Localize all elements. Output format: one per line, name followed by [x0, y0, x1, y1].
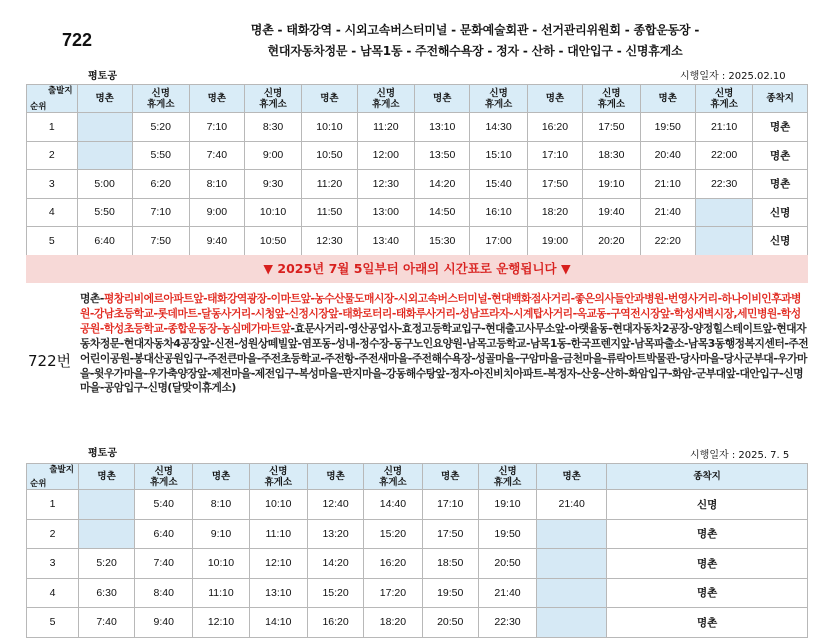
route-desc-highlight: 평창리비에르아파트앞-태화강역광장-이마트앞-농수산물도매시장-시외고속버스터미널-현대백화점사거리-좋은의사들안과병원-번영사거리-하나이비인후과병원-강남초등학교-롯데마트-달동사거리-시청앞-신정시장앞-태화로터리-태화루사거리-성남프라자-시계탑사거리-옥교동-구역전시장앞-학성새벽시장,세민병원-학성공원-학성초등학교-종합운동장-농심메가마트앞 — [80, 292, 801, 335]
header-corner — [27, 85, 78, 113]
departure-time: 9:40 — [189, 227, 244, 256]
corner-order-label: 순위 — [30, 478, 47, 488]
column-header: 명촌 — [193, 464, 249, 490]
departure-time — [537, 608, 607, 638]
route-stops — [205, 20, 745, 62]
row-order: 5 — [27, 608, 79, 638]
table-row — [27, 549, 808, 579]
departure-time — [78, 490, 134, 520]
departure-time: 12:00 — [357, 141, 414, 170]
departure-time: 7:40 — [189, 141, 244, 170]
departure-time: 6:20 — [132, 170, 189, 199]
table1-day-label: 평토공 — [88, 71, 117, 82]
column-header: 신명 휴게소 — [583, 85, 640, 113]
column-header: 명촌 — [527, 85, 582, 113]
departure-time: 11:10 — [193, 578, 249, 608]
column-header: 명촌 — [302, 85, 357, 113]
departure-time: 20:50 — [422, 608, 478, 638]
route-description — [80, 292, 810, 396]
departure-time: 11:10 — [249, 519, 307, 549]
table-row — [27, 608, 808, 638]
departure-time: 5:50 — [77, 198, 132, 227]
departure-time: 16:20 — [307, 608, 363, 638]
departure-time: 14:20 — [307, 549, 363, 579]
row-order: 2 — [27, 141, 78, 170]
departure-time: 5:20 — [78, 549, 134, 579]
departure-time: 13:10 — [249, 578, 307, 608]
departure-time: 15:40 — [470, 170, 527, 199]
column-header: 명촌 — [78, 464, 134, 490]
departure-time: 21:40 — [478, 578, 536, 608]
schedule-change-notice: ▼ 2025년 7월 5일부터 아래의 시간표로 운행됩니다 ▼ — [26, 255, 808, 283]
departure-time: 12:40 — [307, 490, 363, 520]
column-header: 신명 휴게소 — [249, 464, 307, 490]
departure-time: 7:40 — [78, 608, 134, 638]
column-header: 신명 휴게소 — [478, 464, 536, 490]
departure-time: 5:40 — [135, 490, 193, 520]
row-order: 4 — [27, 198, 78, 227]
departure-time: 6:40 — [135, 519, 193, 549]
column-header: 명촌 — [422, 464, 478, 490]
column-header: 신명 휴게소 — [244, 85, 301, 113]
departure-time — [77, 141, 132, 170]
new-route-label: 722번 — [28, 352, 72, 370]
departure-time: 16:20 — [527, 113, 582, 142]
departure-time: 9:40 — [135, 608, 193, 638]
departure-time: 15:30 — [414, 227, 469, 256]
table2-effective-date: 시행일자 : 2025. 7. 5 — [690, 450, 790, 461]
route-desc-start: 명촌- — [80, 292, 104, 305]
departure-time: 19:40 — [583, 198, 640, 227]
departure-time: 5:20 — [132, 113, 189, 142]
column-header: 명촌 — [640, 85, 695, 113]
row-order: 4 — [27, 578, 79, 608]
departure-time: 11:20 — [302, 170, 357, 199]
departure-time: 13:00 — [357, 198, 414, 227]
destination-cell: 명촌 — [753, 141, 808, 170]
departure-time: 22:30 — [478, 608, 536, 638]
departure-time: 11:50 — [302, 198, 357, 227]
destination-cell: 명촌 — [753, 170, 808, 199]
header-corner — [27, 464, 79, 490]
departure-time: 19:00 — [527, 227, 582, 256]
departure-time: 18:50 — [422, 549, 478, 579]
departure-time: 17:50 — [422, 519, 478, 549]
departure-time: 20:50 — [478, 549, 536, 579]
departure-time: 22:30 — [695, 170, 752, 199]
column-header: 명촌 — [77, 85, 132, 113]
row-order: 1 — [27, 113, 78, 142]
route-stops-line-1: 명촌 - 태화강역 - 시외고속버스터미널 - 문화예술회관 - 선거관리위원회 - 종합운동장 - — [250, 23, 700, 37]
column-header: 명촌 — [414, 85, 469, 113]
table-row — [27, 578, 808, 608]
departure-time: 10:10 — [244, 198, 301, 227]
departure-time: 11:20 — [357, 113, 414, 142]
column-header: 신명 휴게소 — [695, 85, 752, 113]
departure-time: 18:30 — [583, 141, 640, 170]
departure-time: 19:50 — [422, 578, 478, 608]
departure-time: 13:20 — [307, 519, 363, 549]
departure-time: 8:30 — [244, 113, 301, 142]
table-row — [27, 141, 808, 170]
departure-time: 12:10 — [249, 549, 307, 579]
departure-time: 21:10 — [640, 170, 695, 199]
departure-time: 21:10 — [695, 113, 752, 142]
departure-time: 13:50 — [414, 141, 469, 170]
departure-time: 8:10 — [193, 490, 249, 520]
table-row — [27, 490, 808, 520]
destination-cell: 명촌 — [753, 113, 808, 142]
departure-time: 8:10 — [189, 170, 244, 199]
destination-cell: 명촌 — [607, 608, 808, 638]
departure-time: 18:20 — [527, 198, 582, 227]
column-header: 명촌 — [537, 464, 607, 490]
departure-time: 10:50 — [244, 227, 301, 256]
departure-time — [695, 227, 752, 256]
route-number: 722 — [62, 30, 93, 50]
departure-time: 19:50 — [640, 113, 695, 142]
table-row — [27, 227, 808, 256]
column-header: 신명 휴게소 — [135, 464, 193, 490]
timetable-current — [26, 84, 808, 256]
row-order: 2 — [27, 519, 79, 549]
departure-time: 10:10 — [193, 549, 249, 579]
table1-effective-date: 시행일자 : 2025.02.10 — [680, 71, 786, 82]
table2-day-label: 평토공 — [88, 448, 117, 459]
column-header: 신명 휴게소 — [132, 85, 189, 113]
table-row — [27, 113, 808, 142]
departure-time: 15:20 — [364, 519, 422, 549]
departure-time: 9:30 — [244, 170, 301, 199]
column-header: 종착지 — [607, 464, 808, 490]
departure-time: 14:30 — [470, 113, 527, 142]
row-order: 5 — [27, 227, 78, 256]
departure-time: 19:10 — [478, 490, 536, 520]
departure-time: 17:20 — [364, 578, 422, 608]
departure-time: 13:10 — [414, 113, 469, 142]
departure-time: 17:50 — [527, 170, 582, 199]
departure-time: 16:20 — [364, 549, 422, 579]
column-header: 명촌 — [189, 85, 244, 113]
destination-cell: 명촌 — [607, 519, 808, 549]
departure-time: 13:40 — [357, 227, 414, 256]
departure-time: 20:40 — [640, 141, 695, 170]
departure-time: 17:00 — [470, 227, 527, 256]
departure-time: 19:10 — [583, 170, 640, 199]
departure-time: 7:40 — [135, 549, 193, 579]
departure-time: 17:50 — [583, 113, 640, 142]
departure-time: 14:40 — [364, 490, 422, 520]
departure-time: 20:20 — [583, 227, 640, 256]
row-order: 1 — [27, 490, 79, 520]
departure-time: 21:40 — [640, 198, 695, 227]
departure-time: 12:30 — [302, 227, 357, 256]
destination-cell: 신명 — [753, 198, 808, 227]
table-row — [27, 519, 808, 549]
column-header: 명촌 — [307, 464, 363, 490]
departure-time: 9:10 — [193, 519, 249, 549]
departure-time: 15:20 — [307, 578, 363, 608]
departure-time: 10:10 — [302, 113, 357, 142]
departure-time: 6:40 — [77, 227, 132, 256]
departure-time — [537, 519, 607, 549]
departure-time: 10:50 — [302, 141, 357, 170]
departure-time — [77, 113, 132, 142]
route-stops-line-2: 현대자동차정문 - 남목1동 - 주전해수욕장 - 정자 - 산하 - 대안입구 - 신명휴게소 — [267, 44, 683, 58]
table-row — [27, 170, 808, 199]
departure-time: 17:10 — [527, 141, 582, 170]
departure-time: 18:20 — [364, 608, 422, 638]
column-header: 신명 휴게소 — [470, 85, 527, 113]
destination-cell: 신명 — [607, 490, 808, 520]
column-header: 신명 휴게소 — [364, 464, 422, 490]
table-row — [27, 198, 808, 227]
departure-time: 10:10 — [249, 490, 307, 520]
departure-time — [537, 549, 607, 579]
corner-order-label: 순위 — [30, 101, 47, 111]
departure-time: 7:10 — [189, 113, 244, 142]
departure-time — [695, 198, 752, 227]
departure-time: 7:50 — [132, 227, 189, 256]
departure-time: 16:10 — [470, 198, 527, 227]
departure-time: 21:40 — [537, 490, 607, 520]
departure-time: 22:20 — [640, 227, 695, 256]
departure-time — [537, 578, 607, 608]
departure-time: 5:50 — [132, 141, 189, 170]
departure-time: 12:10 — [193, 608, 249, 638]
departure-time: 17:10 — [422, 490, 478, 520]
departure-time: 9:00 — [244, 141, 301, 170]
departure-time: 22:00 — [695, 141, 752, 170]
row-order: 3 — [27, 170, 78, 199]
departure-time: 14:10 — [249, 608, 307, 638]
corner-origin-label: 출발지 — [47, 85, 73, 95]
departure-time: 9:00 — [189, 198, 244, 227]
corner-origin-label: 출발지 — [49, 464, 74, 474]
destination-cell: 명촌 — [607, 578, 808, 608]
departure-time: 12:30 — [357, 170, 414, 199]
column-header: 종착지 — [753, 85, 808, 113]
departure-time: 8:40 — [135, 578, 193, 608]
destination-cell: 명촌 — [607, 549, 808, 579]
column-header: 신명 휴게소 — [357, 85, 414, 113]
departure-time: 15:10 — [470, 141, 527, 170]
route-desc-rest: -효문사거리-영산공업사-효정고등학교입구-현대출고사무소앞-아랫율동-현대자동차2공장-양정힐스테이트앞-현대자동차정문-현대자동차4공장앞-신전-성원상떼빌앞-염포동-성내-정수장-동구노인요양원-남목고등학교-남목1동-한국프렌지앞-남목파출소-남목3동행정복지센터-주전어린이공원-봉대산공원입구-주전큰마을-주전초등학교-주전항-주전새마을-주전해수욕장-성골마을-구암마을-금천마을-류락아트박물관-당사마을-당사군부대-우가마을-윗우가마을-우가축양장앞-제전마을-제전입구-복성마을-판지마을-강동해수탕앞-정자-아진비치아파트-복정자-산웅-산하-화암입구-화암-군부대앞-대안입구-신명마을-공암입구-신명(달맞이휴게소) — [80, 321, 809, 395]
departure-time: 6:30 — [78, 578, 134, 608]
departure-time — [78, 519, 134, 549]
departure-time: 19:50 — [478, 519, 536, 549]
departure-time: 5:00 — [77, 170, 132, 199]
departure-time: 14:50 — [414, 198, 469, 227]
departure-time: 14:20 — [414, 170, 469, 199]
departure-time: 7:10 — [132, 198, 189, 227]
timetable-new — [26, 463, 808, 638]
destination-cell: 신명 — [753, 227, 808, 256]
row-order: 3 — [27, 549, 79, 579]
